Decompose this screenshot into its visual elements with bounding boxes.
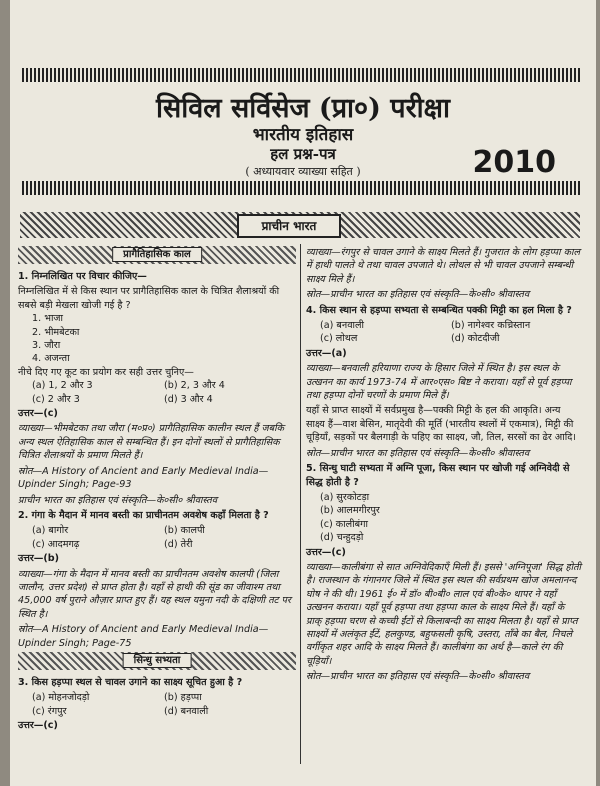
option-d: (d) बनवाली [164,705,209,717]
option-a: (a) मोहनजोदड़ो [32,692,90,704]
options [18,379,296,406]
section-prehistoric [18,246,296,264]
left-column [18,244,296,735]
answer: उत्तर—(c) [306,546,346,558]
explanation: व्याख्या—बनवाली हरियाणा राज्य के हिसार जिले में स्थित है। इस स्थल के उत्खनन का कार्य 1973-74 में आर०एस० बिष्ट ने कराया। यहाँ से पूर्व हड़प्पा तथा हड़प्पा दोनों चरणों के प्रमाण मिले हैं। [306,363,572,402]
source: स्रोत—A History of Ancient and Early Medieval India—Upinder Singh; Page-93 [18,465,269,491]
option-d: (d) चन्हुदड़ो [320,532,364,544]
header-hatch-bottom [22,181,582,195]
option-b: (b) कालपी [164,525,205,537]
option-b: (b) हड़प्पा [164,692,202,704]
source: स्रोत—प्राचीन भारत का इतिहास एवं संस्कृति—के०सी० श्रीवास्तव [306,289,530,301]
options [18,691,296,718]
source: स्रोत—A History of Ancient and Early Medieval India—Upinder Singh; Page-75 [18,624,269,649]
list-item: 1. भाजा [32,313,64,325]
header-hatch-top [22,68,582,82]
options [306,319,582,346]
right-column [306,244,582,686]
subject-title: भारतीय इतिहास [252,125,354,145]
source-2: प्राचीन भारत का इतिहास एवं संस्कृति—के०सी० श्रीवास्तव [18,494,218,506]
question-3: 3. किस हड़प्पा स्थल से चावल उगाने का साक्ष्य सूचित हुआ है ? [18,676,243,688]
question-4: 4. किस स्थान से हड़प्पा सभ्यता से सम्बन्धित पक्की मिट्टी का हल मिला है ? [306,304,572,316]
option-b: (b) 2, 3 और 4 [164,380,225,392]
question-1: 1. निम्नलिखित पर विचार कीजिए— [18,271,147,282]
question-2: 2. गंगा के मैदान में मानव बस्ती का प्राचीनतम अवशेष कहाँ मिलता है ? [18,509,269,521]
question-5: 5. सिन्धु घाटी सभ्यता में अग्नि पूजा, किस स्थान पर खोजी गई अग्निवेदी से सिद्ध होती है ? [306,463,570,488]
list-item: 4. अजन्ता [32,353,70,365]
explanation-cont: यहाँ से प्राप्त साक्ष्यों में सर्वप्रमुख है—पक्की मिट्टी के हल की आकृति। अन्य साक्ष्य हैं—वाश बेसिन, मातृदेवी की मूर्ति (भारतीय स्थलों में एकमात्र), मिट्टी की चूड़ियाँ, सड़कों पर बैलगाड़ी के पहिए का साक्ष्य, जौ, तिल, सरसों का ढेर आदि। [306,405,576,444]
explanation-note: ( अध्यायवार व्याख्या सहित ) [245,165,361,178]
instruction: नीचे दिए गए कूट का प्रयोग कर सही उत्तर चुनिए— [18,366,194,378]
explanation: व्याख्या—रंगपुर से चावल उगाने के साक्ष्य मिलते हैं। गुजरात के लोग हड़प्पा काल में हाथी पालते थे तथा चावल उपजाते थे। लोथल से भी चावल उपजाने सम्बन्धी साक्ष्य मिले हैं। [306,247,580,285]
source: स्रोत—प्राचीन भारत का इतिहास एवं संस्कृति—के०सी० श्रीवास्तव [306,671,530,683]
option-d: (d) 3 और 4 [164,393,213,405]
chapter-label: प्राचीन भारत [237,214,341,238]
answer: उत्तर—(c) [18,720,58,732]
option-d: (d) तेरी [164,538,193,550]
options [18,524,296,551]
paper-subtitle: हल प्रश्न-पत्र [270,145,336,163]
option-b: (b) आलमगीरपुर [320,505,380,517]
exam-year: 2010 [472,145,556,180]
option-a: (a) बनवाली [320,320,365,332]
option-c: (c) आदमगढ़ [32,538,80,550]
explanation: व्याख्या—भीमबेटका तथा जौरा (म०प्र०) प्रागैतिहासिक कालीन स्थल हैं जबकि अन्य स्थल ऐतिहासिक काल से सम्बन्धित हैं। इन दोनों स्थलों से प्रागैतिहासिक चित्रित शैलाश्रयों के प्रमाण मिलते हैं। [18,423,284,462]
answer: उत्तर—(c) [18,408,58,420]
option-c: (c) रंगपुर [32,705,67,717]
source: स्रोत—प्राचीन भारत का इतिहास एवं संस्कृति—के०सी० श्रीवास्तव [306,447,530,459]
explanation: व्याख्या—गंगा के मैदान में मानव बस्ती का प्राचीनतम अवशेष कालपी (जिला जालौन, उत्तर प्रदेश) से प्राप्त होता है। यहाँ से हाथी की सूंड का जीवाश्म तथा 45,000 वर्ष पुराने औज़ार प्राप्त हुए हैं। यह स्थल यमुना नदी के दक्षिणी तट पर स्थित है। [18,568,291,620]
option-c: (c) लोथल [320,333,358,345]
answer: उत्तर—(a) [306,347,347,359]
option-c: (c) कालीबंगा [320,518,369,530]
option-a: (a) बागोर [32,525,69,537]
list-item: 2. भीमबेटका [32,326,80,338]
book-page [10,0,596,786]
answer: उत्तर—(b) [18,553,60,565]
section-title: प्रागैतिहासिक काल [112,247,202,262]
option-b: (b) नागेश्वर कच्रिस्तान [451,320,531,332]
option-a: (a) 1, 2 और 3 [32,380,93,392]
option-a: (a) सुरकोटड़ा [320,491,370,503]
option-d: (d) कोटदीजी [451,333,500,345]
explanation: व्याख्या—कालीबंगा से सात अग्निवेदिकाएँ मिली हैं। इससे 'अग्निपूजा' सिद्ध होती है। राजस्थान के गंगानगर जिले में स्थित इस स्थल की सर्वप्रथम खोज अमलानन्द घोष ने की थी। 1961 ई० में डॉ० बी०बी० लाल एवं बी०के० थापर ने यहाँ उत्खनन कराया। यहाँ पूर्व हड़प्पा तथा हड़प्पा काल के साक्ष्य मिले हैं। यहाँ के प्राक् हड़प्पा चरण से कच्ची ईंटों से किलाबन्दी का साक्ष्य मिलता है। यहाँ से प्राप्त साक्ष्यों में अलंकृत ईंटें, हलकुण्ड, बहुफसली कृषि, उस्तरा, ताँबे का बैल, निचले वर्गीकृत शहर आदि के साक्ष्य मिलते हैं। कालीबंगा का अर्थ है—काले रंग की चूड़ियाँ। [306,561,582,667]
section-title: सिन्धु सभ्यता [123,653,192,668]
list-item: 3. जौरा [32,340,61,352]
option-c: (c) 2 और 3 [32,393,80,405]
column-divider [300,244,301,764]
section-indus [18,652,296,670]
exam-title: सिविल सर्विसेज (प्रा०) परीक्षा [156,93,450,124]
question-1-stem: निम्नलिखित में से किस स्थान पर प्रागैतिहासिक काल के चित्रित शैलाश्रयों की सबसे बड़ी मेखला खोजी गई है ? [18,286,280,311]
